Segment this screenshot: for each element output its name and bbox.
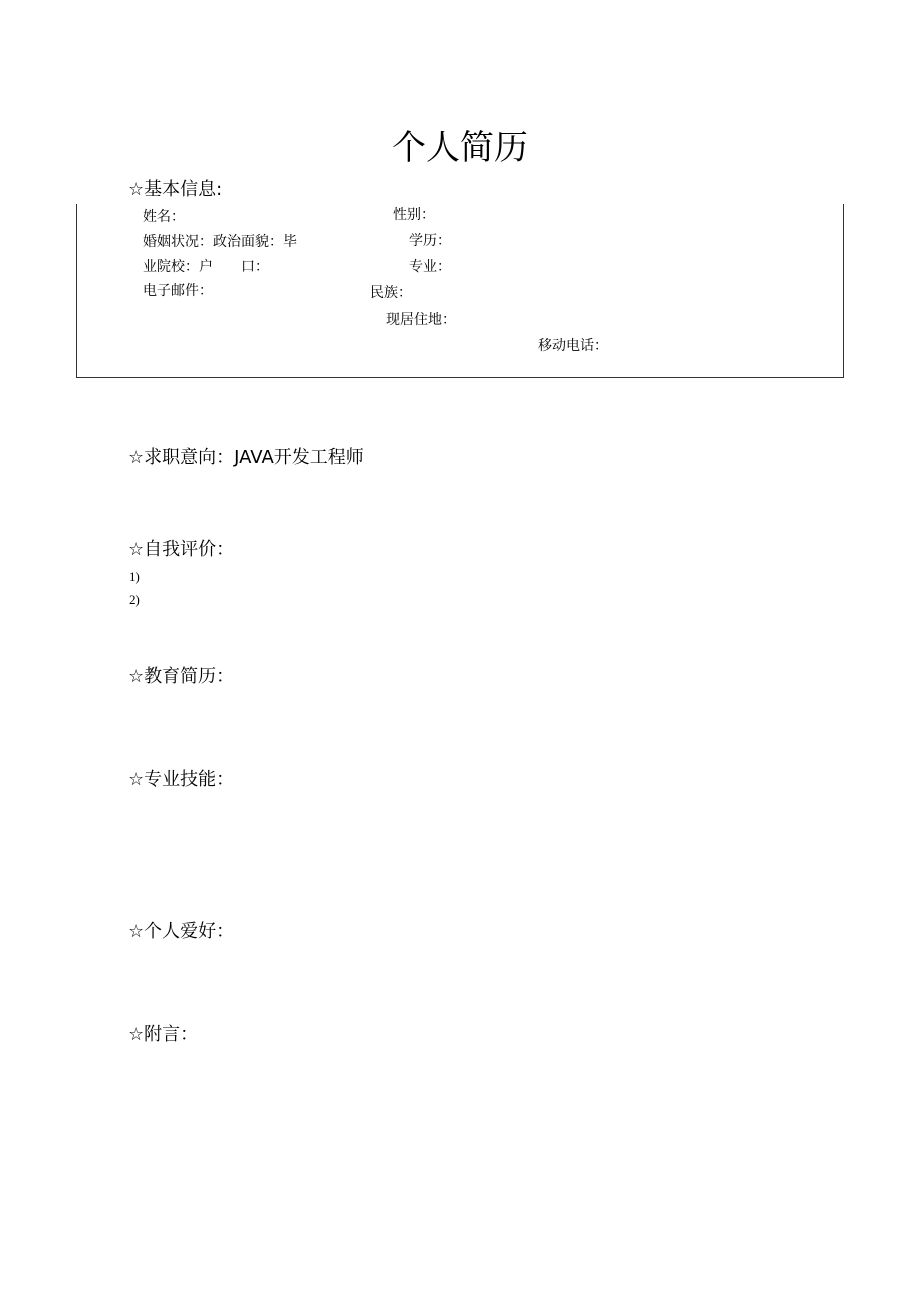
field-school-hukou: 业院校：户 口：	[143, 259, 269, 275]
field-degree: 学历：	[409, 233, 451, 249]
section-heading-skills: ☆专业技能：	[128, 769, 235, 790]
section-heading-basic-info: ☆基本信息:	[128, 179, 223, 200]
self-eval-item-1: 1)	[129, 569, 140, 584]
self-eval-item-2: 2)	[129, 592, 140, 607]
field-name: 姓名：	[143, 209, 185, 225]
field-email: 电子邮件：	[143, 283, 213, 299]
field-gender: 性别：	[393, 207, 435, 223]
field-residence: 现居住地：	[386, 312, 456, 328]
section-heading-education: ☆教育简历：	[128, 666, 235, 687]
section-heading-hobbies: ☆个人爱好：	[128, 921, 235, 942]
field-mobile: 移动电话：	[538, 338, 608, 354]
field-ethnicity: 民族：	[370, 285, 412, 301]
page-title: 个人简历	[392, 128, 528, 168]
section-heading-self-eval: ☆自我评价：	[128, 539, 235, 560]
section-heading-appendix: ☆附言：	[128, 1024, 199, 1045]
section-heading-job-intent: ☆求职意向：JAVA开发工程师	[128, 447, 364, 468]
field-marital-political: 婚姻状况：政治面貌：毕	[143, 234, 297, 250]
field-major: 专业：	[409, 259, 451, 275]
